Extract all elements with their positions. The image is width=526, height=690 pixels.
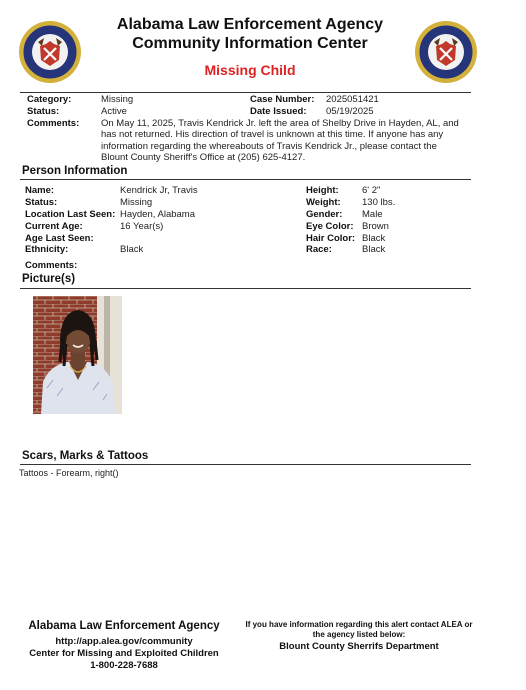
footer-phone: 1-800-228-7688: [90, 660, 158, 671]
location-label: Location Last Seen:: [25, 209, 116, 220]
gender-label: Gender:: [306, 209, 343, 220]
case-comments-line: On May 11, 2025, Travis Kendrick Jr. left the area of Shelby Drive in Hayden, AL, and: [101, 118, 459, 129]
height-value: 6' 2": [362, 185, 381, 196]
name-label: Name:: [25, 185, 55, 196]
case-status-label: Status:: [27, 106, 60, 117]
pictures-divider: [20, 288, 471, 289]
age-last-seen-label: Age Last Seen:: [25, 233, 94, 244]
category-label: Category:: [27, 94, 72, 105]
case-status-value: Active: [101, 106, 127, 117]
current-age-value: 16 Year(s): [120, 221, 164, 232]
scars-heading: Scars, Marks & Tattoos: [22, 450, 149, 462]
person-info-divider: [20, 179, 471, 180]
footer-notice-line-2: the agency listed below:: [312, 630, 406, 639]
case-number-label: Case Number:: [250, 94, 315, 105]
person-status-label: Status:: [25, 197, 58, 208]
agency-title: Alabama Law Enforcement Agency: [116, 16, 384, 33]
weight-label: Weight:: [306, 197, 341, 208]
case-comments-line: has not returned. His direction of travel is unknown at this time. If anyone has any: [101, 129, 444, 141]
weight-value: 130 lbs.: [362, 197, 396, 208]
race-value: Black: [362, 244, 386, 255]
hair-color-label: Hair Color:: [306, 233, 356, 244]
case-comments-line: Blount County Sheriff's Office at (205) 625-4127.: [101, 152, 306, 164]
case-comments-label: Comments:: [27, 118, 80, 129]
person-comments-label: Comments:: [25, 260, 78, 271]
eye-color-value: Brown: [362, 221, 389, 232]
missing-person-photo: [33, 296, 122, 414]
date-issued-value: 05/19/2025: [326, 106, 374, 117]
gender-value: Male: [362, 209, 383, 220]
footer-center: Center for Missing and Exploited Children: [29, 648, 219, 659]
footer-notice-line-1: If you have information regarding this alert contact ALEA or: [245, 620, 473, 629]
header-divider: [20, 92, 471, 93]
alert-type-title: Missing Child: [204, 62, 296, 78]
name-value: Kendrick Jr, Travis: [120, 185, 198, 196]
current-age-label: Current Age:: [25, 221, 83, 232]
footer-url[interactable]: http://app.alea.gov/community: [55, 636, 193, 647]
person-status-value: Missing: [120, 197, 153, 208]
race-label: Race:: [306, 244, 332, 255]
case-comments-line: information regarding the whereabouts of Travis Kendrick Jr., please contact the: [101, 140, 437, 152]
person-info-heading: Person Information: [22, 165, 128, 177]
footer-agency: Alabama Law Enforcement Agency: [28, 620, 220, 632]
location-value: Hayden, Alabama: [120, 209, 195, 220]
height-label: Height:: [306, 185, 339, 196]
footer-contact-agency: Blount County Sherrifs Department: [279, 641, 439, 652]
case-number-value: 2025051421: [326, 94, 379, 105]
ethnicity-label: Ethnicity:: [25, 244, 69, 255]
ethnicity-value: Black: [120, 244, 144, 255]
category-value: Missing: [101, 94, 134, 105]
eye-color-label: Eye Color:: [306, 221, 354, 232]
hair-color-value: Black: [362, 233, 386, 244]
pictures-heading: Picture(s): [22, 273, 76, 285]
case-comments: [101, 118, 477, 164]
scars-entry: Tattoos - Forearm, right(): [19, 468, 119, 478]
date-issued-label: Date Issued:: [250, 106, 307, 117]
center-title: Community Information Center: [132, 35, 368, 52]
scars-divider: [20, 464, 471, 465]
